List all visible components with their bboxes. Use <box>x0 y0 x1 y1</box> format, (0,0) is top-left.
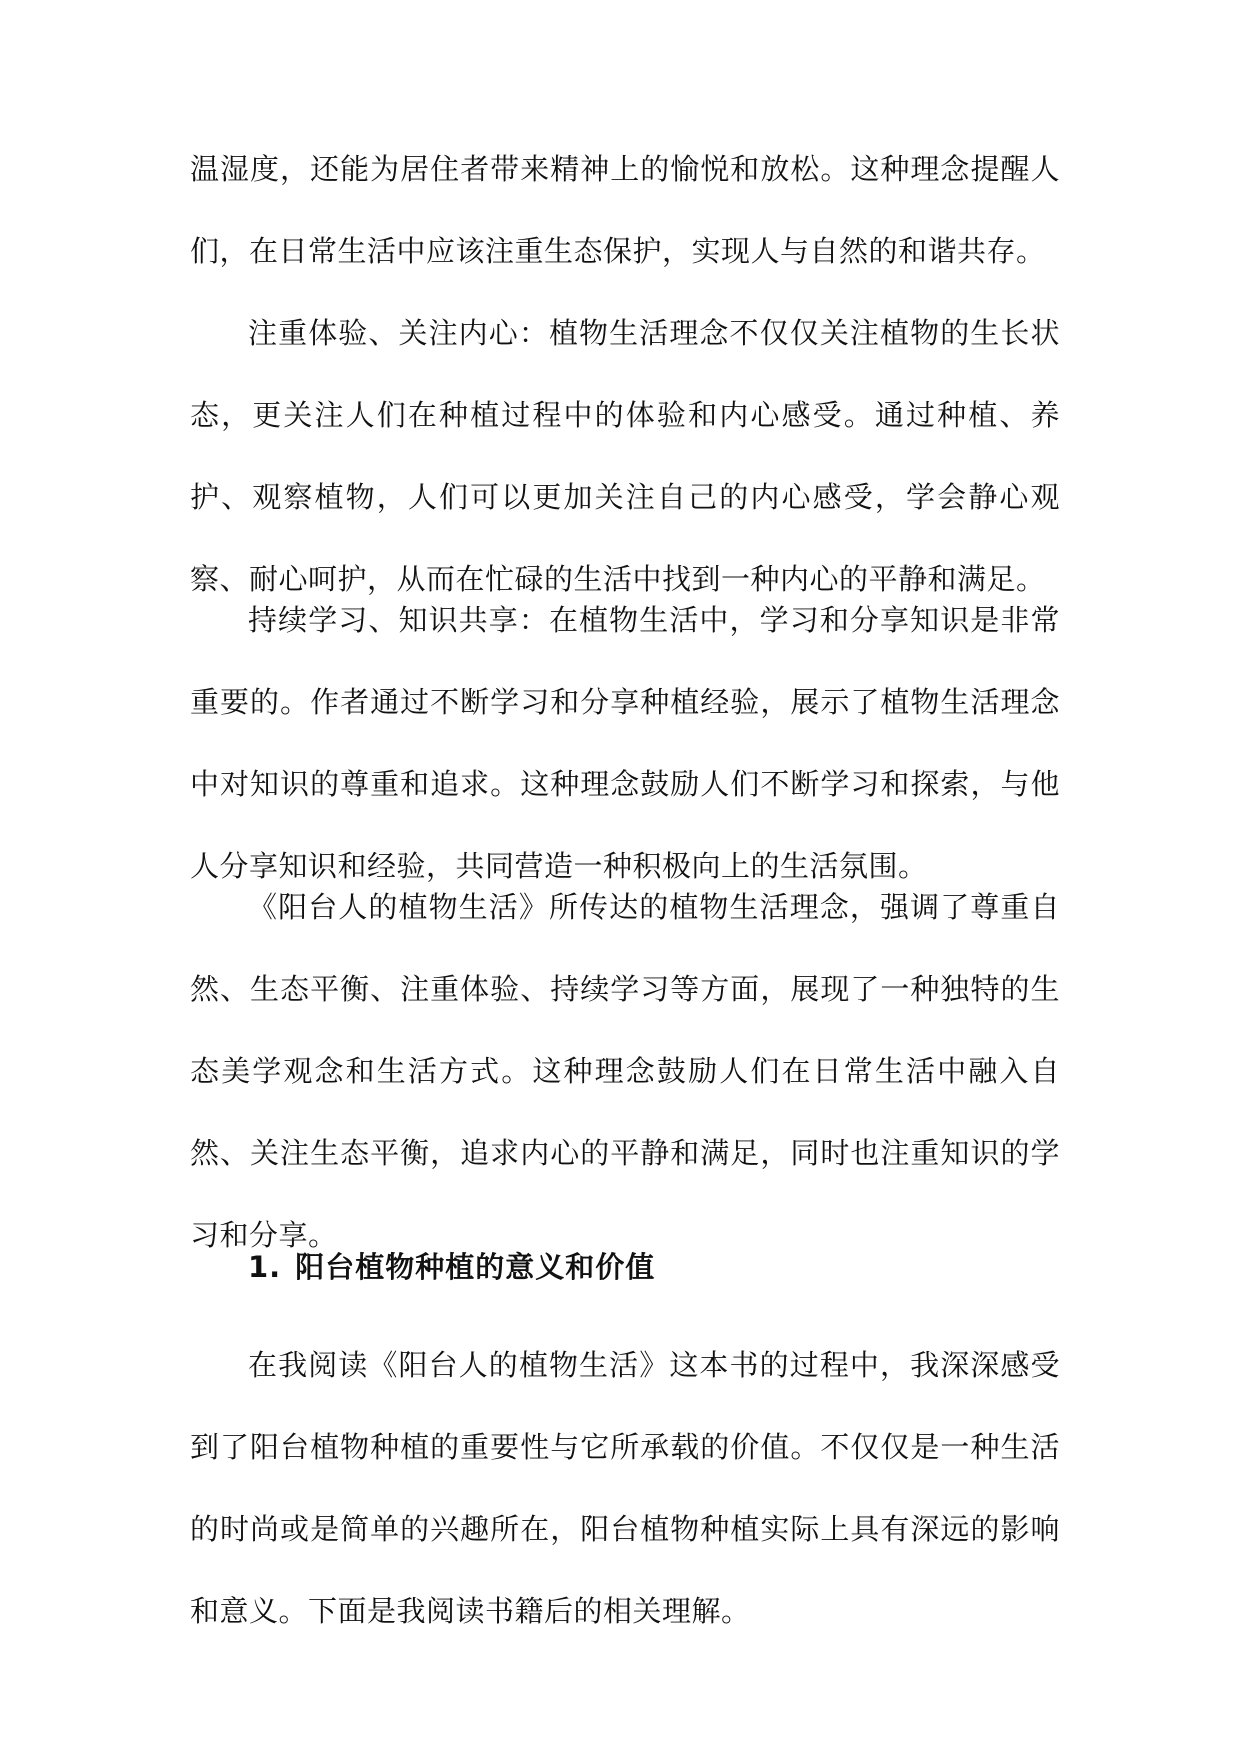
section-heading-title: 阳台植物种植的意义和价值 <box>295 1250 656 1284</box>
section-heading-number: 1. <box>248 1250 282 1284</box>
paragraph-experience: 注重体验、关注内心：植物生活理念不仅仅关注植物的生长状态，更关注人们在种植过程中的体验和内心感受。通过种植、养护、观察植物，人们可以更加关注自己的内心感受，学会静心观察、耐心呵护，从而在忙碌的生活中找到一种内心的平静和满足。 <box>190 316 1060 596</box>
paragraph-continuation: 温湿度，还能为居住者带来精神上的愉悦和放松。这种理念提醒人们，在日常生活中应该注重生态保护，实现人与自然的和谐共存。 <box>190 152 1060 268</box>
paragraph-learning: 持续学习、知识共享：在植物生活中，学习和分享知识是非常重要的。作者通过不断学习和分享种植经验，展示了植物生活理念中对知识的尊重和追求。这种理念鼓励人们不断学习和探索，与他人分享知识和经验，共同营造一种积极向上的生活氛围。 <box>190 603 1060 883</box>
paragraph-summary: 《阳台人的植物生活》所传达的植物生活理念，强调了尊重自然、生态平衡、注重体验、持续学习等方面，展现了一种独特的生态美学观念和生活方式。这种理念鼓励人们在日常生活中融入自然、关注生态平衡，追求内心的平静和满足，同时也注重知识的学习和分享。 <box>190 890 1060 1252</box>
section-heading <box>248 1242 655 1292</box>
paragraph-section-intro: 在我阅读《阳台人的植物生活》这本书的过程中，我深深感受到了阳台植物种植的重要性与它所承载的价值。不仅仅是一种生活的时尚或是简单的兴趣所在，阳台植物种植实际上具有深远的影响和意义。下面是我阅读书籍后的相关理解。 <box>190 1348 1060 1628</box>
